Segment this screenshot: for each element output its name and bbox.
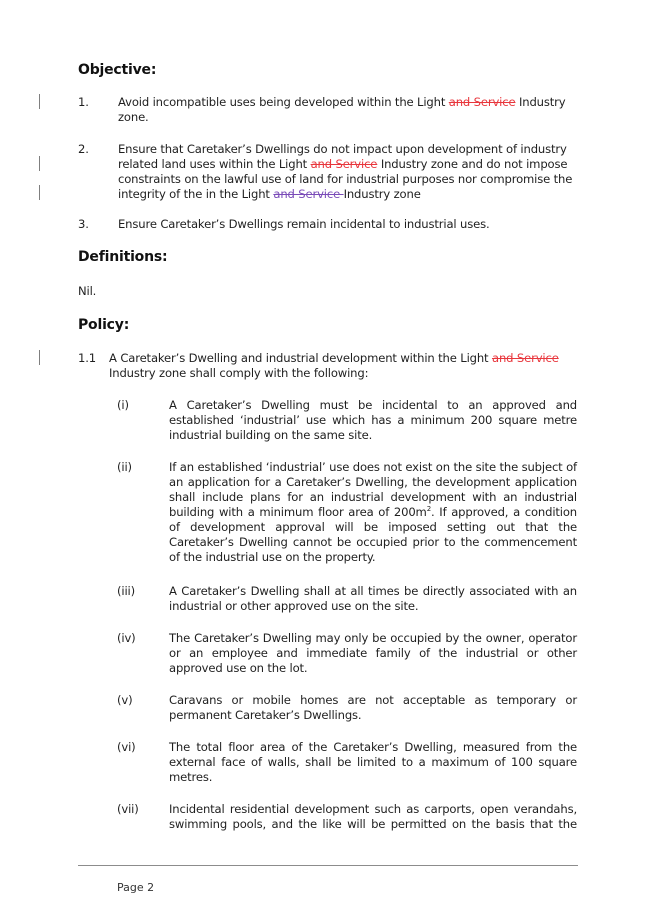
subitem-text: Incidental residential development such as carports, open verandahs, swimming pools, and the like will be permitted on the basis that the: [169, 802, 577, 831]
text-segment: Ensure that Caretaker’s Dwellings do not impact upon development of industry related land uses within the Light: [118, 142, 567, 171]
objective-text: [118, 95, 578, 125]
text-segment: Industry zone and do not impose constraints on the lawful use of land for industrial purposes nor compromise the integrity of the in the Light: [118, 157, 573, 201]
text-segment: If an established ‘industrial’ use does not exist on the site the subject of an application for a Caretaker’s Dwelling, the development application shall include plans for an industrial development with an industrial building with a minimum floor area of 200m: [169, 460, 577, 519]
deleted-text: and Service: [273, 187, 344, 201]
objective-text: [118, 142, 578, 202]
text-segment: Ensure Caretaker’s Dwellings remain incidental to industrial uses.: [118, 217, 490, 231]
text-segment: . If approved, a condition of development approval will be imposed setting out that the Caretaker’s Dwelling cannot be occupied prior to the commencement of the industrial use on the property.: [169, 505, 578, 564]
policy-number: 1.1: [78, 351, 96, 365]
subitem-number: (iii): [117, 584, 135, 598]
footer-divider: [78, 865, 578, 866]
subitem-number: (i): [117, 398, 129, 412]
heading-objective: Objective:: [78, 62, 157, 78]
definitions-text: Nil.: [78, 284, 97, 298]
text-segment: Industry zone shall comply with the following:: [109, 366, 369, 380]
page-number: Page 2: [117, 881, 155, 894]
subitem-text: Caravans or mobile homes are not acceptable as temporary or permanent Caretaker’s Dwellings.: [169, 693, 577, 722]
text-segment: Industry zone: [343, 187, 421, 201]
subitem-number: (iv): [117, 631, 136, 645]
text-segment: Avoid incompatible uses being developed within the Light: [118, 95, 449, 109]
subitem-text: The Caretaker’s Dwelling may only be occupied by the owner, operator or an employee and immediate family of the industrial or other approved use on the lot.: [169, 631, 577, 675]
policy-text: [109, 351, 579, 381]
objective-text: [118, 217, 578, 232]
text-segment: Industry zone.: [118, 95, 566, 124]
subitem-number: (ii): [117, 460, 132, 474]
objective-number: 1.: [78, 95, 89, 109]
subitem-number: (vii): [117, 802, 139, 816]
change-bar: [39, 350, 40, 365]
text-segment: A Caretaker’s Dwelling and industrial development within the Light: [109, 351, 492, 365]
heading-policy: Policy:: [78, 317, 130, 333]
deleted-text: and Service: [448, 95, 516, 109]
objective-number: 2.: [78, 142, 89, 156]
deleted-text: and Service: [310, 157, 378, 171]
subitem-text: [169, 460, 577, 565]
subitem-number: (v): [117, 693, 133, 707]
change-bar: [39, 185, 40, 200]
heading-definitions: Definitions:: [78, 249, 168, 265]
superscript: 2: [426, 505, 432, 514]
subitem-text: A Caretaker’s Dwelling shall at all times be directly associated with an industrial or other approved use on the site.: [169, 584, 577, 613]
subitem-text: A Caretaker’s Dwelling must be incidental to an approved and established ‘industrial’ use which has a minimum 200 square metre industrial building on the same site.: [169, 398, 577, 442]
change-bar: [39, 94, 40, 109]
objective-number: 3.: [78, 217, 89, 231]
change-bar: [39, 156, 40, 171]
deleted-text: and Service: [491, 351, 559, 365]
subitem-number: (vi): [117, 740, 136, 754]
subitem-text: The total floor area of the Caretaker’s Dwelling, measured from the external face of walls, shall be limited to a maximum of 100 square metres.: [169, 740, 577, 784]
